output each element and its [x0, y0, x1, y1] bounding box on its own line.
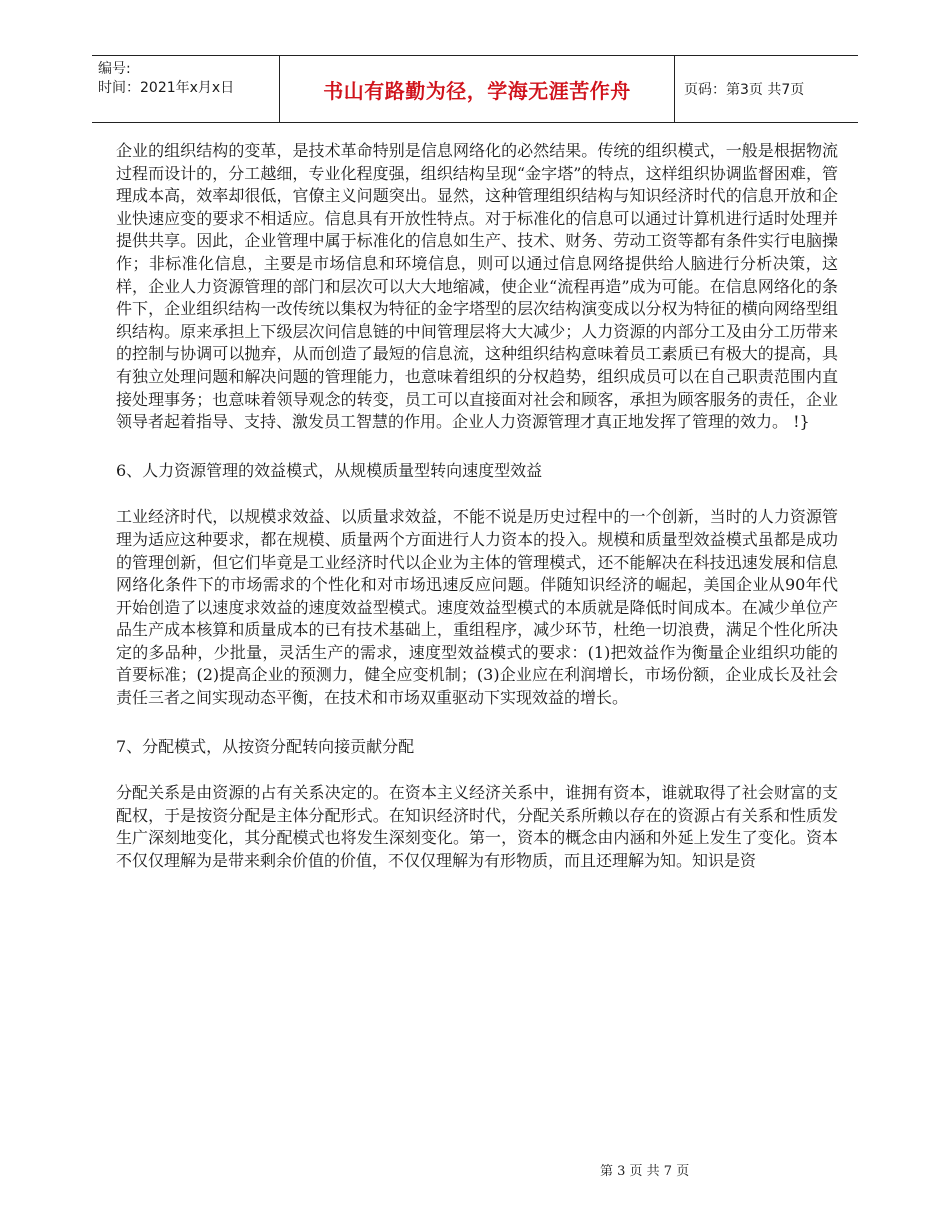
- header-table: [92, 55, 858, 123]
- header-page-cell: [675, 56, 858, 122]
- body-paragraph-2: 工业经济时代，以规模求效益、以质量求效益，不能不说是历史过程中的一个创新，当时的人力资源管理为适应这种要求，都在规模、质量两个方面进行人力资本的投入。规模和质量型效益模式虽都是成功的管理创新，但它们毕竟是工业经济时代以企业为主体的管理模式，还不能解决在科技迅速发展和信息网络化条件下的市场需求的个性化和对市场迅速反应问题。伴随知识经济的崛起，美国企业从90年代开始创造了以速度求效益的速度效益型模式。速度效益型模式的本质就是降低时间成本。在减少单位产品生产成本核算和质量成本的已有技术基础上，重组程序，减少环节，杜绝一切浪费，满足个性化所决定的多品种，少批量，灵活生产的需求，速度型效益模式的要求：(1)把效益作为衡量企业组织功能的首要标准；(2)提高企业的预测力，健全应变机制；(3)企业应在利润增长，市场份额，企业成长及社会责任三者之间实现动态平衡，在技术和市场双重驱动下实现效益的增长。: [116, 507, 838, 708]
- body-paragraph-1: 企业的组织结构的变革，是技术革命特别是信息网络化的必然结果。传统的组织模式，一般是根据物流过程而设计的，分工越细，专业化程度强，组织结构呈现“金字塔”的特点，这样组织协调监督困难，管理成本高，效率却很低，官僚主义问题突出。显然，这种管理组织结构与知识经济时代的信息开放和企业快速应变的要求不相适应。信息具有开放性特点。对于标准化的信息可以通过计算机进行适时处理并提供共享。因此，企业管理中属于标准化的信息如生产、技术、财务、劳动工资等都有条件实行电脑操作；非标准化信息，主要是市场信息和环境信息，则可以通过信息网络提供给人脑进行分析决策，这样，企业人力资源管理的部门和层次可以大大地缩减，使企业“流程再造”成为可能。在信息网络化的条件下，企业组织结构一改传统以集权为特征的金字塔型的层次结构演变成以分权为特征的横向网络型组织结构。原来承担上下级层次问信息链的中间管理层将大大减少；人力资源的内部分工及由分工历带来的控制与协调可以抛弃，从而创造了最短的信息流，这种组织结构意味着员工素质已有极大的提高，具有独立处理问题和解决问题的管理能力，也意味着组织的分权趋势，组织成员可以在自己职责范围内直接处理事务；也意味着领导观念的转变，员工可以直接面对社会和顾客，承担为顾客服务的责任，企业领导者起着指导、支持、激发员工智慧的作用。企业人力资源管理才真正地发挥了管理的效力。 !}: [116, 141, 838, 432]
- body-paragraph-3: 分配关系是由资源的占有关系决定的。在资本主义经济关系中，谁拥有资本，谁就取得了社会财富的支配权，于是按资分配是主体分配形式。在知识经济时代，分配关系所赖以存在的资源占有关系和性质发生广深刻地变化，其分配模式也将发生深刻变化。第一，资本的概念由内涵和外延上发生了变化。资本不仅仅理解为是带来剩余价值的价值，不仅仅理解为有形物质，而且还理解为知。知识是资: [116, 783, 838, 871]
- document-body: [116, 140, 838, 873]
- section-heading-6: 6、人力资源管理的效益模式，从规模质量型转向速度型效益: [116, 460, 543, 480]
- header-meta-cell: [92, 56, 280, 122]
- header-page-info: 页码：第3页 共7页: [684, 82, 805, 98]
- document-time-label: 时间：2021年x月x日: [98, 80, 235, 96]
- page-footer: 第 3 页 共 7 页: [600, 1164, 690, 1179]
- section-heading-7: 7、分配模式，从按资分配转向接贡献分配: [116, 736, 415, 756]
- header-motto-cell: [280, 56, 675, 122]
- header-motto: 书山有路勤为径，学海无涯苦作舟: [323, 78, 631, 103]
- document-number-label: 编号:: [98, 61, 131, 77]
